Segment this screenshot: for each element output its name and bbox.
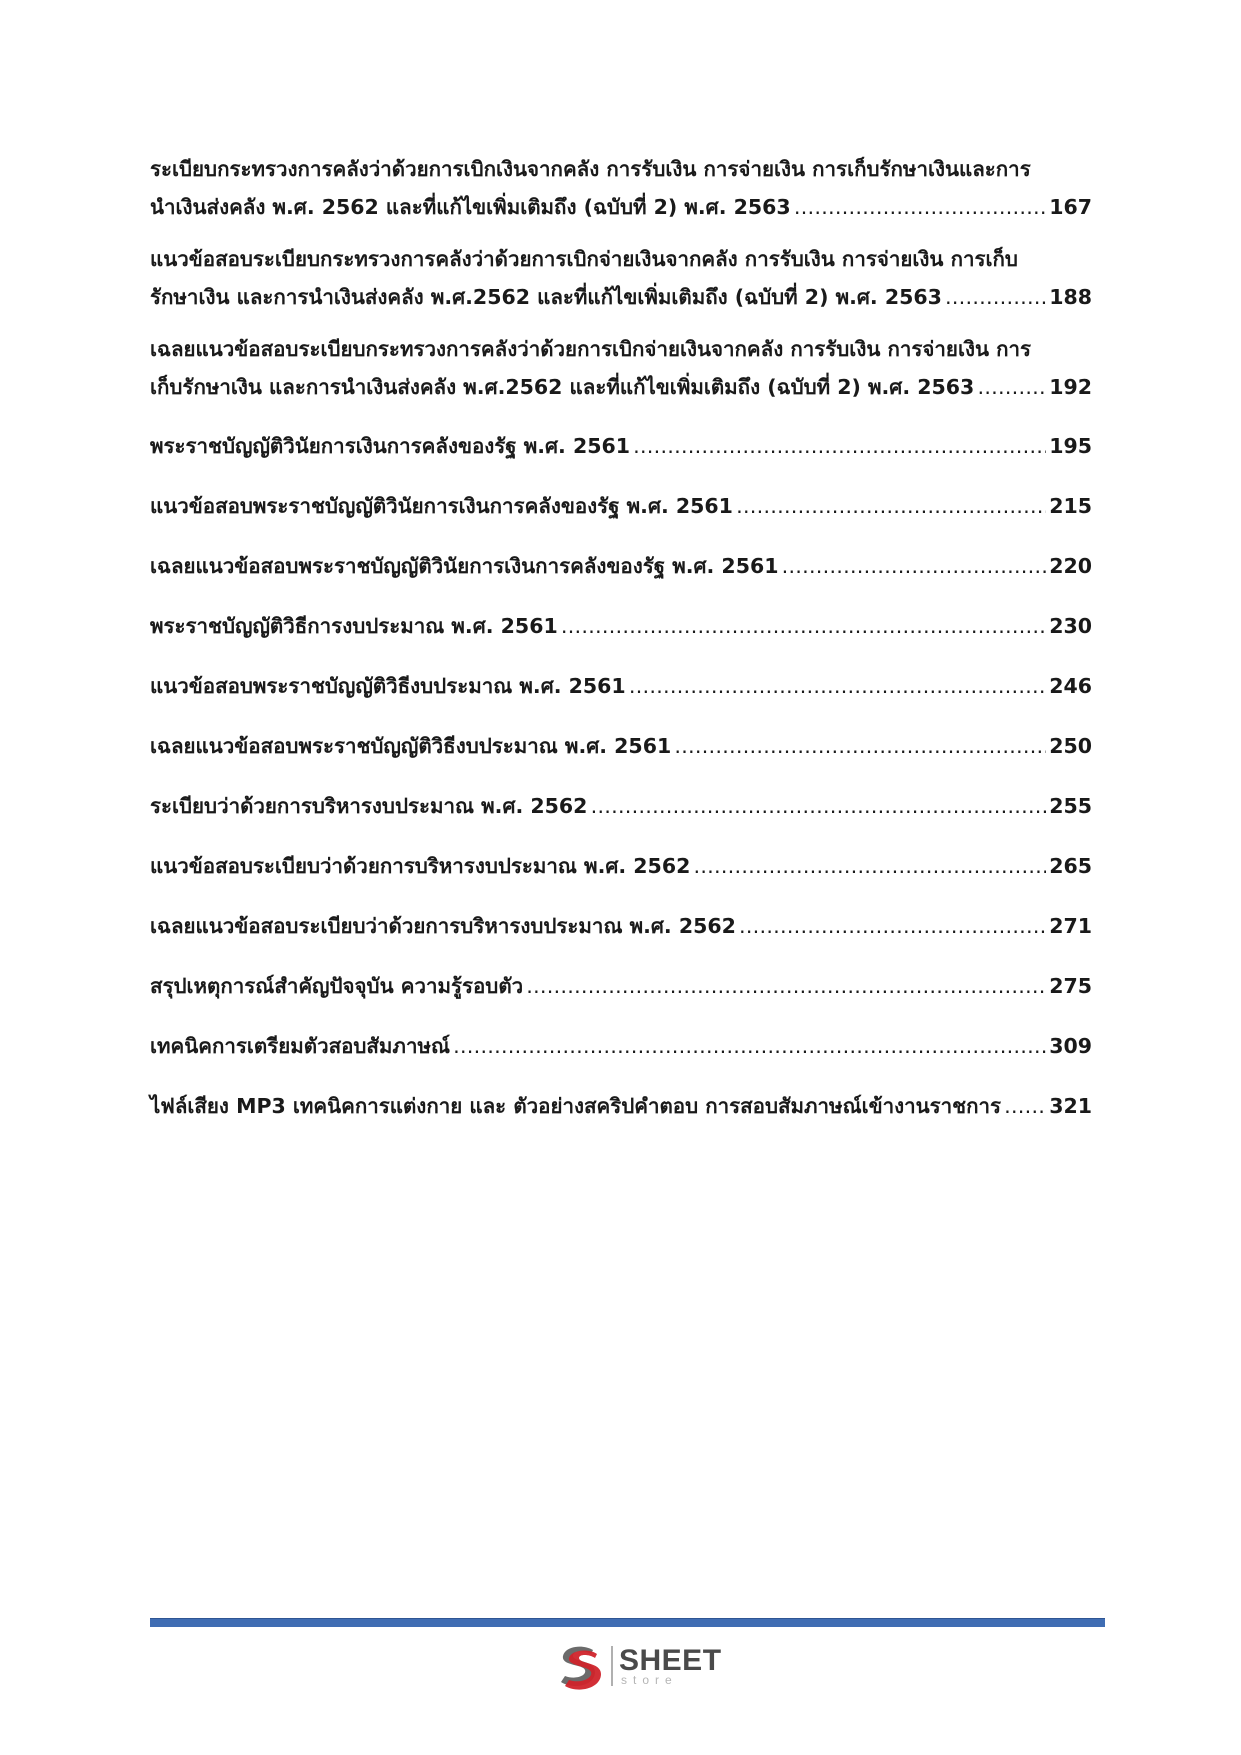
toc-entry[interactable] (150, 836, 1092, 896)
toc-entry-row (150, 656, 1092, 716)
toc-page-number: 309 (1049, 1034, 1092, 1058)
toc-entry-row (150, 836, 1092, 896)
dot-leader (453, 1016, 1046, 1076)
toc-page-number: 246 (1049, 674, 1092, 698)
toc-page-number: 265 (1049, 854, 1092, 878)
toc-entry-text: รักษาเงิน และการนำเงินส่งคลัง พ.ศ.2562 และที่แก้ไขเพิ่มเติมถึง (ฉบับที่ 2) พ.ศ. 2563 (150, 285, 942, 309)
dot-leader (739, 896, 1046, 956)
dot-leader (629, 656, 1047, 716)
toc-entry-text: แนวข้อสอบพระราชบัญญัติวินัยการเงินการคลังของรัฐ พ.ศ. 2561 (150, 494, 733, 518)
footer-divider-bar (150, 1618, 1105, 1627)
toc-entry[interactable] (150, 1016, 1092, 1076)
logo-sub-text: store (621, 1673, 678, 1687)
sheet-store-s-icon (553, 1640, 605, 1692)
toc-entry-text: เฉลยแนวข้อสอบพระราชบัญญัติวิธีงบประมาณ พ.ศ. 2561 (150, 734, 672, 758)
toc-page-number: 230 (1049, 614, 1092, 638)
toc-entry-row (150, 278, 1092, 316)
toc-entry-text: แนวข้อสอบพระราชบัญญัติวิธีงบประมาณ พ.ศ. 2561 (150, 674, 626, 698)
toc-entry-text: ไฟล์เสียง MP3 เทคนิคการแต่งกาย และ ตัวอย่างสคริปคำตอบ การสอบสัมภาษณ์เข้างานราชการ (150, 1094, 1002, 1118)
toc-entry-text: เฉลยแนวข้อสอบระเบียบว่าด้วยการบริหารงบประมาณ พ.ศ. 2562 (150, 914, 736, 938)
dot-leader (590, 776, 1046, 836)
toc-entry-row (150, 716, 1092, 776)
dot-leader (736, 476, 1046, 536)
toc-entry[interactable] (150, 240, 1092, 316)
toc-page-number: 275 (1049, 974, 1092, 998)
dot-leader (977, 368, 1046, 406)
toc-entry[interactable] (150, 716, 1092, 776)
toc-page-number: 220 (1049, 554, 1092, 578)
toc-page-number: 271 (1049, 914, 1092, 938)
toc-entry[interactable] (150, 896, 1092, 956)
toc-entry[interactable] (150, 656, 1092, 716)
toc-entry[interactable] (150, 476, 1092, 536)
toc-entry-row (150, 1016, 1092, 1076)
dot-leader (1004, 1076, 1046, 1136)
toc-entry[interactable] (150, 596, 1092, 656)
toc-page-number: 195 (1049, 434, 1092, 458)
toc-entry-row (150, 896, 1092, 956)
logo-divider (611, 1646, 613, 1686)
table-of-contents (150, 150, 1092, 1136)
toc-entry-row (150, 1076, 1092, 1136)
toc-entry-line1: ระเบียบกระทรวงการคลังว่าด้วยการเบิกเงินจากคลัง การรับเงิน การจ่ายเงิน การเก็บรักษาเงินและการ (150, 157, 1031, 181)
logo-main-text: SHEET (619, 1644, 722, 1677)
toc-entry[interactable] (150, 776, 1092, 836)
toc-page-number: 188 (1049, 285, 1092, 309)
toc-entry-text: เก็บรักษาเงิน และการนำเงินส่งคลัง พ.ศ.2562 และที่แก้ไขเพิ่มเติมถึง (ฉบับที่ 2) พ.ศ. 2563 (150, 375, 975, 399)
dot-leader (693, 836, 1046, 896)
toc-entry[interactable] (150, 330, 1092, 406)
toc-entry-line1: เฉลยแนวข้อสอบระเบียบกระทรวงการคลังว่าด้วยการเบิกจ่ายเงินจากคลัง การรับเงิน การจ่ายเงิน การ (150, 337, 1032, 361)
sheet-store-logo (553, 1640, 733, 1692)
toc-entry-row (150, 776, 1092, 836)
toc-page-number: 321 (1049, 1094, 1092, 1118)
dot-leader (633, 416, 1046, 476)
toc-entry[interactable] (150, 1076, 1092, 1136)
toc-page-number: 250 (1049, 734, 1092, 758)
toc-entry-text: เฉลยแนวข้อสอบพระราชบัญญัติวินัยการเงินการคลังของรัฐ พ.ศ. 2561 (150, 554, 779, 578)
toc-page-number: 215 (1049, 494, 1092, 518)
toc-entry-row (150, 188, 1092, 226)
dot-leader (526, 956, 1046, 1016)
toc-entry[interactable] (150, 416, 1092, 476)
dot-leader (794, 188, 1047, 226)
toc-entry-text: เทคนิคการเตรียมตัวสอบสัมภาษณ์ (150, 1034, 450, 1058)
toc-entry-text: สรุปเหตุการณ์สำคัญปัจจุบัน ความรู้รอบตัว (150, 974, 524, 998)
logo-text (619, 1646, 722, 1686)
toc-entry[interactable] (150, 150, 1092, 226)
dot-leader (561, 596, 1046, 656)
toc-page-number: 255 (1049, 794, 1092, 818)
dot-leader (945, 278, 1046, 316)
toc-entry-text: ระเบียบว่าด้วยการบริหารงบประมาณ พ.ศ. 2562 (150, 794, 588, 818)
toc-entry-line1: แนวข้อสอบระเบียบกระทรวงการคลังว่าด้วยการเบิกจ่ายเงินจากคลัง การรับเงิน การจ่ายเงิน การเก็บ (150, 247, 1018, 271)
toc-entry[interactable] (150, 536, 1092, 596)
toc-entry-text: พระราชบัญญัติวิธีการงบประมาณ พ.ศ. 2561 (150, 614, 558, 638)
toc-entry-row (150, 476, 1092, 536)
toc-entry-text: นำเงินส่งคลัง พ.ศ. 2562 และที่แก้ไขเพิ่มเติมถึง (ฉบับที่ 2) พ.ศ. 2563 (150, 195, 791, 219)
toc-entry[interactable] (150, 956, 1092, 1016)
toc-entry-row (150, 416, 1092, 476)
toc-entry-text: แนวข้อสอบระเบียบว่าด้วยการบริหารงบประมาณ พ.ศ. 2562 (150, 854, 691, 878)
toc-entry-row (150, 536, 1092, 596)
toc-page-number: 192 (1049, 375, 1092, 399)
toc-page-number: 167 (1049, 195, 1092, 219)
toc-entry-row (150, 956, 1092, 1016)
toc-entry-row (150, 596, 1092, 656)
dot-leader (674, 716, 1046, 776)
toc-entry-row (150, 368, 1092, 406)
toc-entry-text: พระราชบัญญัติวินัยการเงินการคลังของรัฐ พ.ศ. 2561 (150, 434, 631, 458)
dot-leader (781, 536, 1046, 596)
